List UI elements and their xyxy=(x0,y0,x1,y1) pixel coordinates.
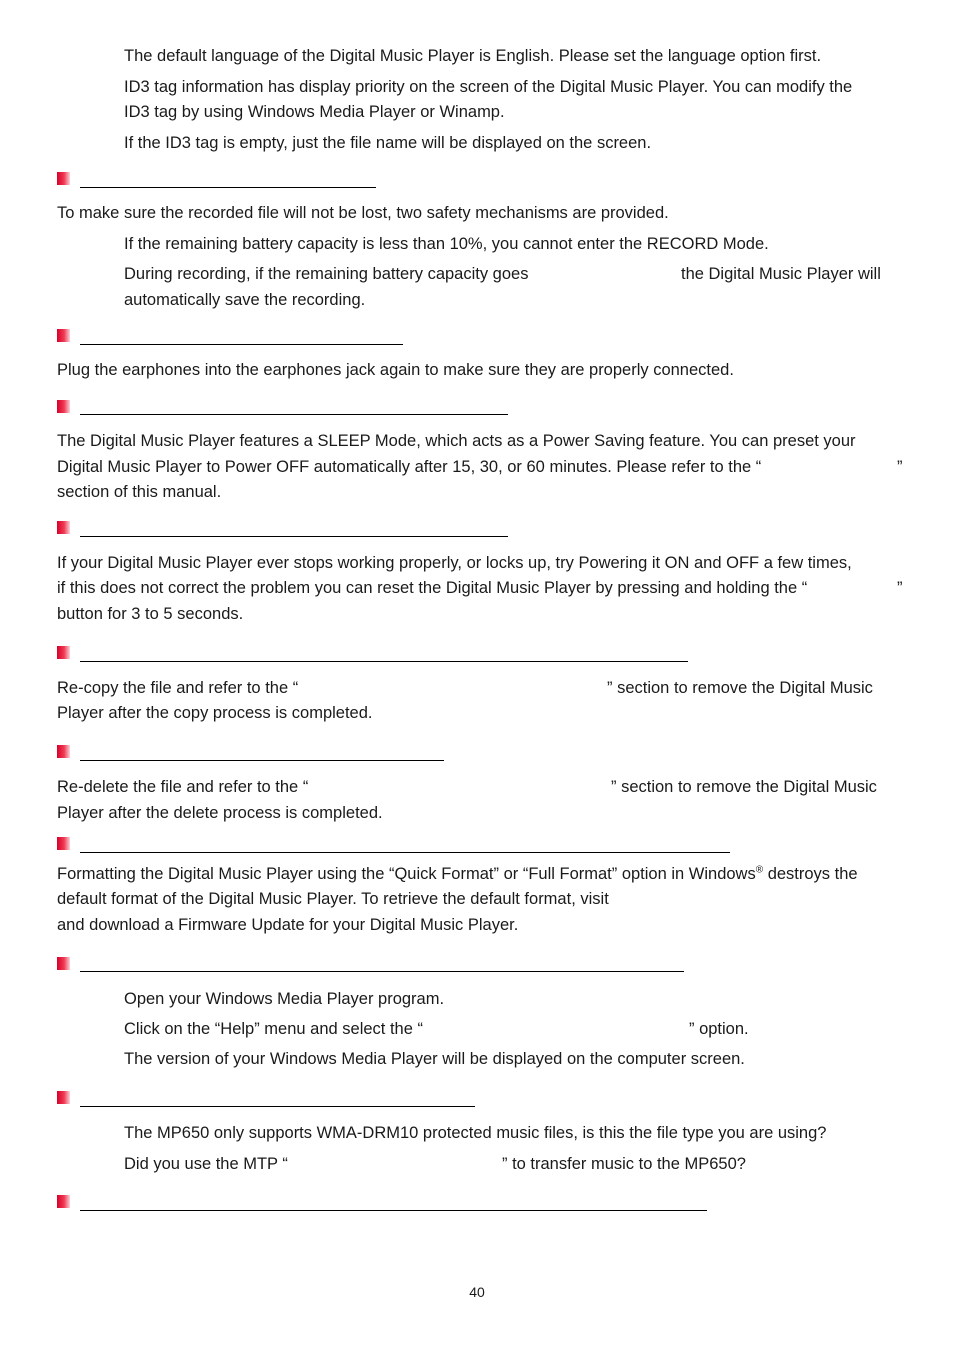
wmp-step-3: The version of your Windows Media Player will be displayed on the computer screen. xyxy=(124,1050,745,1068)
format-line-1 xyxy=(57,862,858,888)
section-marker-4 xyxy=(57,521,70,534)
redelete-line-1b: ” section to remove the Digital Music xyxy=(611,778,877,796)
recording-safety-text: To make sure the recorded file will not be lost, two safety mechanisms are provided. xyxy=(57,204,669,222)
section-marker-1 xyxy=(57,172,70,185)
earphones-text: Plug the earphones into the earphones jack again to make sure they are properly connected. xyxy=(57,361,734,379)
reset-line-2b: ” xyxy=(897,579,903,597)
redelete-line-2: Player after the delete process is completed. xyxy=(57,804,383,822)
section-heading-rule-6 xyxy=(80,760,444,761)
section-marker-5 xyxy=(57,646,70,659)
reset-line-3: button for 3 to 5 seconds. xyxy=(57,605,244,623)
section-heading-rule-9 xyxy=(80,1106,475,1107)
section-heading-rule-4 xyxy=(80,536,508,537)
recording-battery-text-b: the Digital Music Player will xyxy=(681,265,881,283)
section-marker-9 xyxy=(57,1091,70,1104)
section-heading-rule-10 xyxy=(80,1210,707,1211)
recording-battery-text-a: During recording, if the remaining battery capacity goes xyxy=(124,265,529,283)
reset-line-2a: if this does not correct the problem you can reset the Digital Music Player by pressing and holding the “ xyxy=(57,579,808,597)
format-line-2: default format of the Digital Music Player. To retrieve the default format, visit xyxy=(57,890,609,908)
sleep-mode-line-2b: ” xyxy=(897,458,903,476)
drm-check-2a: Did you use the MTP “ xyxy=(124,1155,288,1173)
reset-line-1: If your Digital Music Player ever stops working properly, or locks up, try Powering it ON and OFF a few times, xyxy=(57,554,852,572)
section-heading-rule-8 xyxy=(80,971,684,972)
wmp-step-2b: ” option. xyxy=(689,1020,749,1038)
battery-10-percent-text: If the remaining battery capacity is less than 10%, you cannot enter the RECORD Mode. xyxy=(124,235,769,253)
intro-line-2: ID3 tag information has display priority on the screen of the Digital Music Player. You can modify the xyxy=(124,78,853,96)
wmp-step-1: Open your Windows Media Player program. xyxy=(124,990,445,1008)
registered-mark: ® xyxy=(755,864,764,876)
section-heading-rule-1 xyxy=(80,187,376,188)
section-heading-rule-5 xyxy=(80,661,688,662)
section-marker-3 xyxy=(57,400,70,413)
section-heading-rule-3 xyxy=(80,414,508,415)
redelete-line-1a: Re-delete the file and refer to the “ xyxy=(57,778,309,796)
drm-check-1: The MP650 only supports WMA-DRM10 protected music files, is this the file type you are using? xyxy=(124,1124,827,1142)
intro-line-1: The default language of the Digital Music Player is English. Please set the language option first. xyxy=(124,47,822,65)
sleep-mode-line-3: section of this manual. xyxy=(57,483,222,501)
drm-check-2b: ” to transfer music to the MP650? xyxy=(502,1155,746,1173)
recopy-line-1a: Re-copy the file and refer to the “ xyxy=(57,679,299,697)
sleep-mode-line-1: The Digital Music Player features a SLEEP Mode, which acts as a Power Saving feature. You can preset your xyxy=(57,432,856,450)
sleep-mode-line-2a: Digital Music Player to Power OFF automatically after 15, 30, or 60 minutes. Please refer to the “ xyxy=(57,458,762,476)
format-line-1a: Formatting the Digital Music Player using the “Quick Format” or “Full Format” option in Windows xyxy=(57,865,756,883)
section-marker-7 xyxy=(57,837,70,850)
section-marker-2 xyxy=(57,329,70,342)
section-heading-rule-7 xyxy=(80,852,730,853)
page-number: 40 xyxy=(469,1284,485,1300)
recopy-line-1b: ” section to remove the Digital Music xyxy=(607,679,873,697)
format-line-3: and download a Firmware Update for your Digital Music Player. xyxy=(57,916,519,934)
section-heading-rule-2 xyxy=(80,344,403,345)
wmp-step-2a: Click on the “Help” menu and select the “ xyxy=(124,1020,423,1038)
intro-line-3: ID3 tag by using Windows Media Player or Winamp. xyxy=(124,103,505,121)
recording-battery-text-c: automatically save the recording. xyxy=(124,291,366,309)
format-line-1b: destroys the xyxy=(763,865,858,883)
recopy-line-2: Player after the copy process is completed. xyxy=(57,704,373,722)
section-marker-6 xyxy=(57,745,70,758)
section-marker-8 xyxy=(57,957,70,970)
intro-line-4: If the ID3 tag is empty, just the file name will be displayed on the screen. xyxy=(124,134,652,152)
section-marker-10 xyxy=(57,1195,70,1208)
